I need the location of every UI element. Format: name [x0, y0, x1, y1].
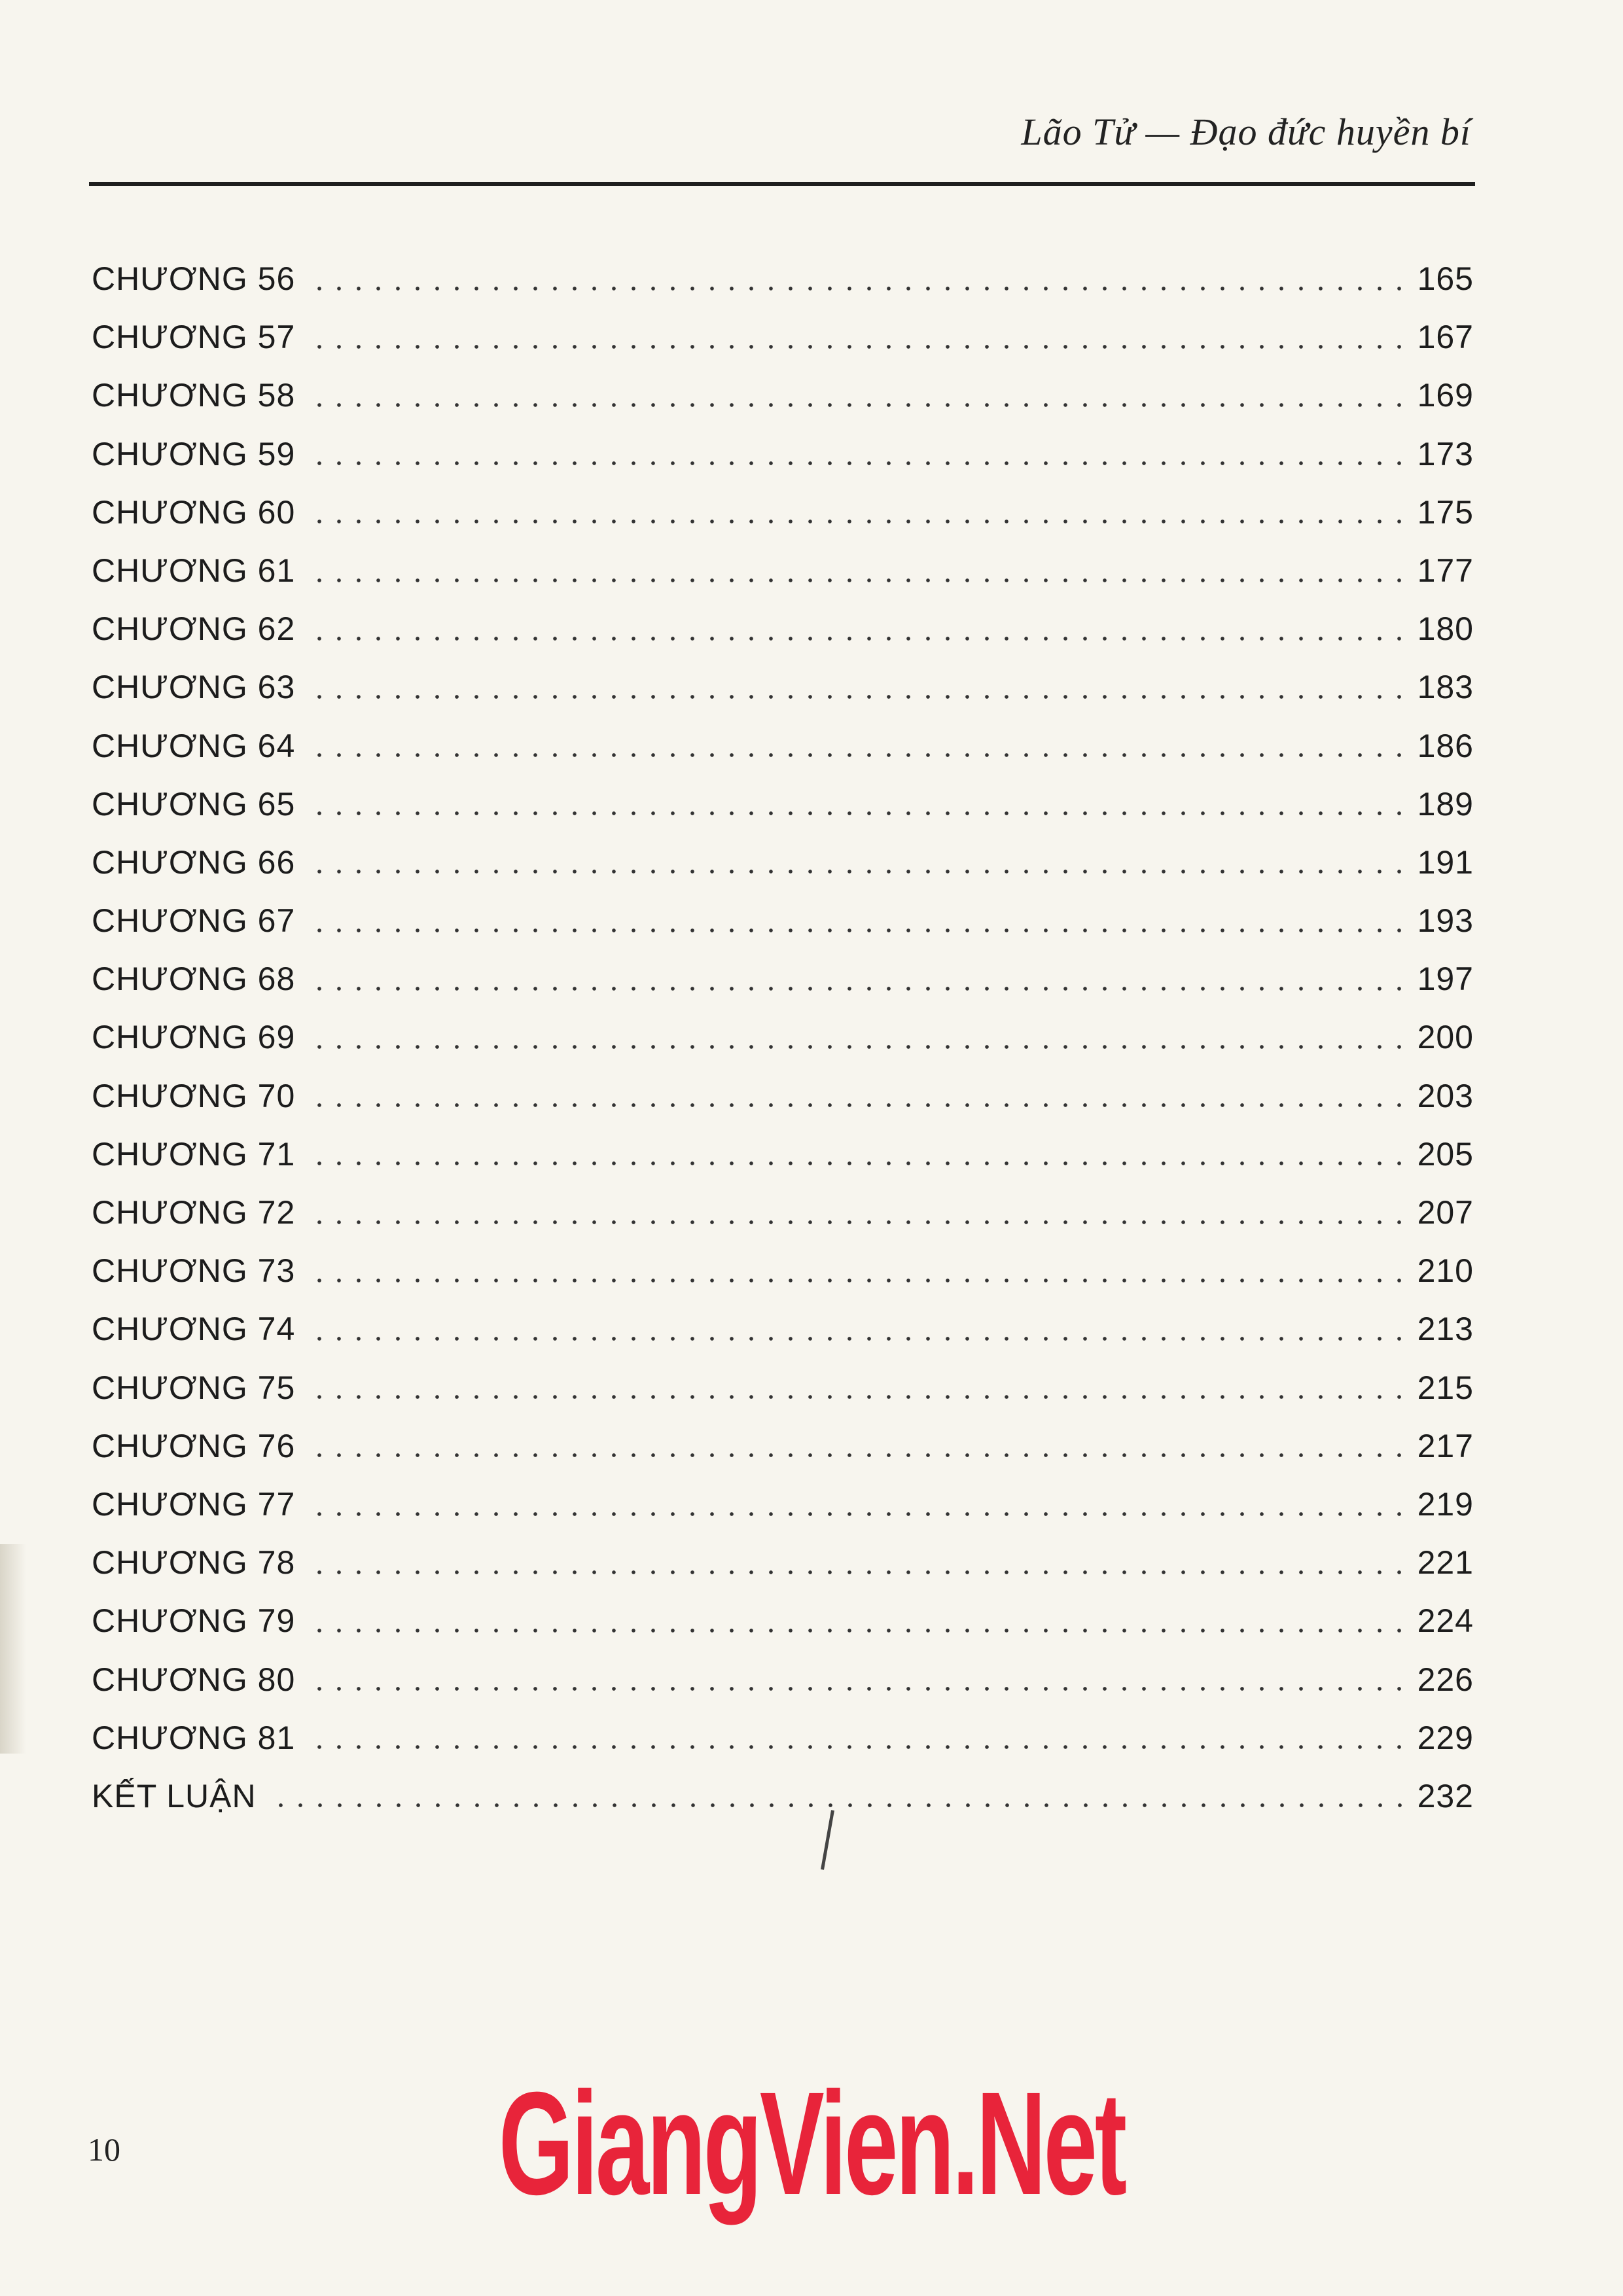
dot-leader	[310, 520, 1403, 523]
watermark-logo: GiangVien.Net	[498, 2062, 1125, 2225]
toc-entry	[92, 1417, 1474, 1475]
toc-entry-label: CHƯƠNG 71	[92, 1135, 296, 1173]
toc-entry	[92, 1767, 1474, 1826]
dot-leader	[310, 753, 1403, 757]
toc-entry-page: 210	[1417, 1252, 1474, 1290]
toc-entry-label: CHƯƠNG 80	[92, 1661, 296, 1698]
dot-leader	[310, 1687, 1403, 1691]
dot-leader	[310, 1629, 1403, 1633]
toc-entry-label: CHƯƠNG 60	[92, 493, 296, 531]
toc-entry	[92, 1242, 1474, 1300]
toc-entry-label: CHƯƠNG 76	[92, 1427, 296, 1464]
toc-entry-label: CHƯƠNG 65	[92, 785, 296, 822]
dot-leader	[310, 811, 1403, 815]
toc-entry	[92, 1709, 1474, 1767]
toc-entry-page: 221	[1417, 1544, 1474, 1581]
toc-entry-label: CHƯƠNG 62	[92, 610, 296, 648]
toc-entry-label: CHƯƠNG 58	[92, 377, 296, 414]
dot-leader	[310, 461, 1403, 465]
toc-entry	[92, 950, 1474, 1008]
toc-entry	[92, 1359, 1474, 1417]
toc-entry-page: 197	[1417, 961, 1474, 998]
dot-leader	[271, 1803, 1403, 1807]
toc-entry-label: CHƯƠNG 70	[92, 1077, 296, 1114]
page-number: 10	[88, 2131, 120, 2168]
toc-entry-page: 224	[1417, 1602, 1474, 1640]
dot-leader	[310, 1512, 1403, 1516]
toc-entry	[92, 600, 1474, 658]
toc-entry-page: 186	[1417, 727, 1474, 764]
toc-entry-page: 203	[1417, 1077, 1474, 1114]
toc-entry-page: 193	[1417, 902, 1474, 940]
toc-entry-page: 165	[1417, 260, 1474, 297]
toc-entry-label: CHƯƠNG 61	[92, 552, 296, 589]
dot-leader	[310, 578, 1403, 582]
toc-entry-page: 229	[1417, 1719, 1474, 1756]
running-header-title: Lão Tử — Đạo đức huyền bí	[1021, 111, 1471, 153]
dot-leader	[310, 1745, 1403, 1749]
toc-entry-page: 219	[1417, 1485, 1474, 1523]
toc-entry-page: 226	[1417, 1661, 1474, 1698]
toc-entry-label: CHƯƠNG 81	[92, 1719, 296, 1756]
toc-entry-label: CHƯƠNG 56	[92, 260, 296, 297]
toc-entry	[92, 1475, 1474, 1534]
toc-entry	[92, 250, 1474, 308]
dot-leader	[310, 987, 1403, 991]
toc-entry-page: 215	[1417, 1369, 1474, 1406]
toc-entry-label: CHƯƠNG 73	[92, 1252, 296, 1290]
toc-entry-page: 189	[1417, 785, 1474, 822]
toc-entry-page: 191	[1417, 843, 1474, 881]
toc-entry	[92, 308, 1474, 366]
toc-entry	[92, 834, 1474, 892]
toc-entry-label: CHƯƠNG 77	[92, 1485, 296, 1523]
dot-leader	[310, 1279, 1403, 1282]
toc-entry-page: 183	[1417, 669, 1474, 706]
toc-entry	[92, 1067, 1474, 1125]
toc-entry	[92, 1300, 1474, 1358]
toc-entry-label: CHƯƠNG 64	[92, 727, 296, 764]
dot-leader	[310, 1045, 1403, 1049]
dot-leader	[310, 1103, 1403, 1107]
dot-leader	[310, 1337, 1403, 1341]
toc-entry	[92, 1125, 1474, 1184]
toc-entry-page: 213	[1417, 1311, 1474, 1348]
dot-leader	[310, 870, 1403, 874]
toc-entry	[92, 892, 1474, 950]
toc-entry-label: CHƯƠNG 78	[92, 1544, 296, 1581]
dot-leader	[310, 1220, 1403, 1224]
toc-entry-page: 175	[1417, 493, 1474, 531]
toc-entry-page: 217	[1417, 1427, 1474, 1464]
dot-leader	[310, 403, 1403, 407]
toc-entry	[92, 1008, 1474, 1067]
toc-entry	[92, 717, 1474, 775]
toc-entry	[92, 366, 1474, 425]
dot-leader	[310, 637, 1403, 641]
toc-entry-label: CHƯƠNG 63	[92, 669, 296, 706]
dot-leader	[310, 287, 1403, 291]
toc-entry	[92, 542, 1474, 600]
toc-entry-label: CHƯƠNG 68	[92, 961, 296, 998]
toc-entry-label: CHƯƠNG 57	[92, 319, 296, 356]
toc-entry-label: CHƯƠNG 67	[92, 902, 296, 940]
toc-entry-label: CHƯƠNG 66	[92, 843, 296, 881]
toc-entry-label: CHƯƠNG 72	[92, 1194, 296, 1231]
toc-entry	[92, 658, 1474, 716]
dot-leader	[310, 1453, 1403, 1457]
toc-entry-label: CHƯƠNG 59	[92, 435, 296, 472]
toc-entry	[92, 775, 1474, 834]
toc-entry	[92, 425, 1474, 484]
toc-entry-label: KẾT LUẬN	[92, 1777, 257, 1814]
toc-entry	[92, 1592, 1474, 1650]
toc-entry-page: 173	[1417, 435, 1474, 472]
toc-entry-page: 200	[1417, 1019, 1474, 1056]
toc-entry-label: CHƯƠNG 75	[92, 1369, 296, 1406]
dot-leader	[310, 1395, 1403, 1399]
page-edge-shadow	[0, 1544, 26, 1754]
dot-leader	[310, 1570, 1403, 1574]
dot-leader	[310, 928, 1403, 932]
toc-entry	[92, 484, 1474, 542]
toc-entry-page: 207	[1417, 1194, 1474, 1231]
toc-entry-page: 177	[1417, 552, 1474, 589]
toc-entry-page: 232	[1417, 1777, 1474, 1814]
toc-entry	[92, 1184, 1474, 1242]
toc-entry	[92, 1651, 1474, 1709]
toc-entry	[92, 1534, 1474, 1592]
dot-leader	[310, 345, 1403, 349]
toc-entry-page: 205	[1417, 1135, 1474, 1173]
dot-leader	[310, 695, 1403, 699]
toc-entry-label: CHƯƠNG 79	[92, 1602, 296, 1640]
toc-entry-label: CHƯƠNG 74	[92, 1311, 296, 1348]
table-of-contents	[92, 250, 1474, 1826]
dot-leader	[310, 1161, 1403, 1165]
toc-entry-label: CHƯƠNG 69	[92, 1019, 296, 1056]
toc-entry-page: 169	[1417, 377, 1474, 414]
toc-entry-page: 167	[1417, 319, 1474, 356]
header-rule	[89, 182, 1475, 186]
toc-entry-page: 180	[1417, 610, 1474, 648]
